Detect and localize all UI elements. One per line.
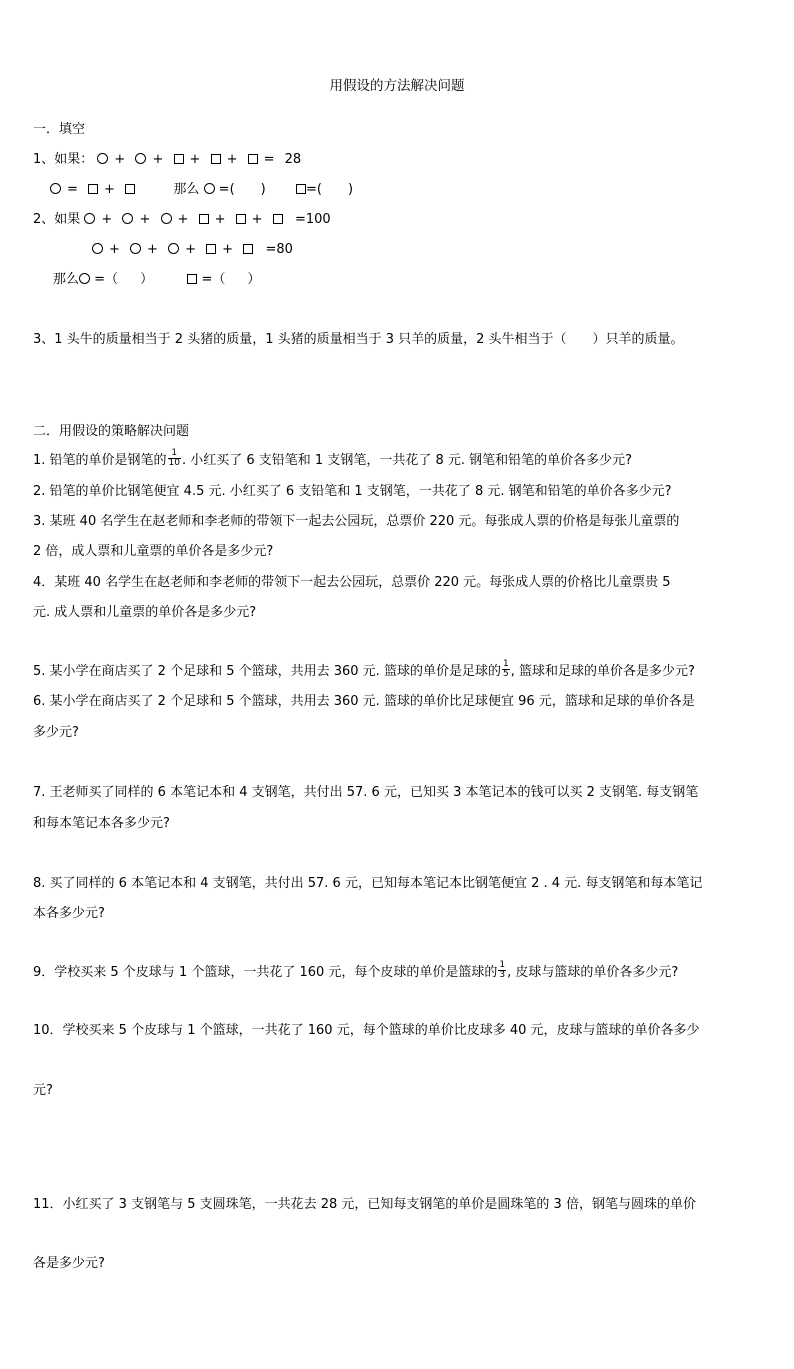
q2-equation-line-1: 2、如果 + + + + + =100 xyxy=(33,212,331,227)
problem-11-line-1: 11．小红买了 3 支钢笔与 5 支圆珠笔，一共花去 28 元，已知每支钢笔的单价是圆珠笔的 3 倍，钢笔与圆珠的单价 xyxy=(33,1197,696,1212)
fraction-denominator: 10 xyxy=(168,458,180,468)
problem-10-line-1: 10．学校买来 5 个皮球与 1 个篮球，一共花了 160 元，每个篮球的单价比皮球多 40 元，皮球与篮球的单价各多少 xyxy=(33,1023,700,1038)
q1-ans-close: ) xyxy=(260,182,266,197)
q2-equation-line-2: + + + + =80 xyxy=(92,241,293,259)
problem-8-line-1: 8. 买了同样的 6 本笔记本和 4 支钢笔，共付出 57. 6 元，已知每本笔记本比钢笔便宜 2 . 4 元. 每支钢笔和每本笔记 xyxy=(33,876,703,891)
square-icon xyxy=(187,274,197,284)
circle-icon xyxy=(97,153,108,164)
problem-1 xyxy=(33,448,633,470)
problem-7-line-1: 7. 王老师买了同样的 6 本笔记本和 4 支钢笔，共付出 57. 6 元，已知买 3 本笔记本的钱可以买 2 支钢笔. 每支钢笔 xyxy=(33,785,699,800)
problem-7-line-2: 和每本笔记本各多少元? xyxy=(33,816,170,831)
q1-relation-line: = + 那么 =( ) =( ) xyxy=(50,181,353,199)
problem-4-line-2: 元. 成人票和儿童票的单价各是多少元? xyxy=(33,605,257,620)
problem-5-text-a: 5. 某小学在商店买了 2 个足球和 5 个篮球，共用去 360 元. 篮球的单价是足球的 xyxy=(33,664,501,679)
problem-10-line-2: 元? xyxy=(33,1083,53,1098)
problem-1-text-b: . 小红买了 6 支铅笔和 1 支钢笔，一共花了 8 元. 钢笔和铅笔的单价各多少元? xyxy=(182,453,633,468)
problem-11-line-2: 各是多少元? xyxy=(33,1256,105,1271)
circle-icon xyxy=(135,153,146,164)
q2-answer-line xyxy=(53,271,260,289)
circle-icon xyxy=(92,243,103,254)
q2-ans1-close: ） xyxy=(140,272,154,287)
q1-ans-open-2: =( xyxy=(306,182,322,197)
fraction-numerator: 1 xyxy=(499,960,506,970)
square-icon xyxy=(243,244,253,254)
problem-8-line-2: 本各多少元? xyxy=(33,906,105,921)
square-icon xyxy=(174,154,184,164)
problem-5-text-b: , 篮球和足球的单价各是多少元? xyxy=(510,664,695,679)
circle-icon xyxy=(130,243,141,254)
square-icon xyxy=(211,154,221,164)
q2-ans2: =（ xyxy=(201,272,226,287)
square-icon xyxy=(248,154,258,164)
circle-icon xyxy=(84,213,95,224)
problem-3-line-1: 3. 某班 40 名学生在赵老师和李老师的带领下一起去公园玩，总票价 220 元。每张成人票的价格是每张儿童票的 xyxy=(33,514,680,529)
problem-9 xyxy=(33,960,679,982)
q1-equation-line: 1、如果： + + + + = 28 xyxy=(33,152,302,167)
section1-heading: 一．填空 xyxy=(33,122,86,137)
q2-ans2-close: ） xyxy=(247,272,261,287)
square-icon xyxy=(88,184,98,194)
circle-icon xyxy=(50,183,61,194)
problem-9-text-b: , 皮球与篮球的单价各多少元? xyxy=(507,965,679,980)
q2-eq2-rhs: =80 xyxy=(265,242,293,257)
square-icon xyxy=(199,214,209,224)
problem-4-line-1: 4．某班 40 名学生在赵老师和李老师的带领下一起去公园玩，总票价 220 元。每张成人票的价格比儿童票贵 5 xyxy=(33,575,671,590)
page-title: 用假设的方法解决问题 xyxy=(329,78,465,94)
circle-icon xyxy=(168,243,179,254)
fraction-numerator: 1 xyxy=(502,659,509,669)
square-icon xyxy=(206,244,216,254)
square-icon xyxy=(273,214,283,224)
problem-2: 2. 铅笔的单价比钢笔便宜 4.5 元. 小红买了 6 支铅笔和 1 支钢笔，一共花了 8 元. 钢笔和铅笔的单价各多少元? xyxy=(33,484,672,499)
q2-prefix: 2、如果 xyxy=(33,212,81,227)
q3-text: 3、1 头牛的质量相当于 2 头猪的质量，1 头猪的质量相当于 3 只羊的质量，2 头牛相当于（ ）只羊的质量。 xyxy=(33,332,684,347)
fraction-denominator: 5 xyxy=(502,669,509,679)
problem-5 xyxy=(33,659,695,681)
q1-ans-open: =( xyxy=(218,182,235,197)
square-icon xyxy=(125,184,135,194)
section2-heading: 二．用假设的策略解决问题 xyxy=(33,424,190,439)
fraction-denominator: 3 xyxy=(499,970,506,980)
fraction-numerator: 1 xyxy=(168,449,181,459)
circle-icon xyxy=(79,273,90,284)
square-icon xyxy=(236,214,246,224)
problem-9-text-a: 9．学校买来 5 个皮球与 1 个篮球，一共花了 160 元，每个皮球的单价是篮球的 xyxy=(33,965,498,980)
problem-6-line-1: 6. 某小学在商店买了 2 个足球和 5 个篮球，共用去 360 元. 篮球的单价比足球便宜 96 元，篮球和足球的单价各是 xyxy=(33,694,695,709)
fraction-1-3 xyxy=(498,961,506,980)
q1-prefix: 1、如果： xyxy=(33,152,94,167)
q2-ans1: =（ xyxy=(94,272,119,287)
q2-eq1-rhs: =100 xyxy=(294,212,331,227)
square-icon xyxy=(296,184,306,194)
q2-then: 那么 xyxy=(53,272,80,287)
q1-ans-close-2: ) xyxy=(347,182,354,197)
fraction-1-10 xyxy=(168,449,181,468)
circle-icon xyxy=(204,183,215,194)
q1-then: 那么 xyxy=(173,182,200,197)
circle-icon xyxy=(122,213,133,224)
circle-icon xyxy=(161,213,172,224)
problem-1-text-a: 1. 铅笔的单价是钢笔的 xyxy=(33,453,167,468)
problem-6-line-2: 多少元? xyxy=(33,725,79,740)
q1-eq1-rhs: 28 xyxy=(284,152,302,167)
problem-3-line-2: 2 倍，成人票和儿童票的单价各是多少元? xyxy=(33,544,274,559)
fraction-1-5 xyxy=(502,660,510,679)
